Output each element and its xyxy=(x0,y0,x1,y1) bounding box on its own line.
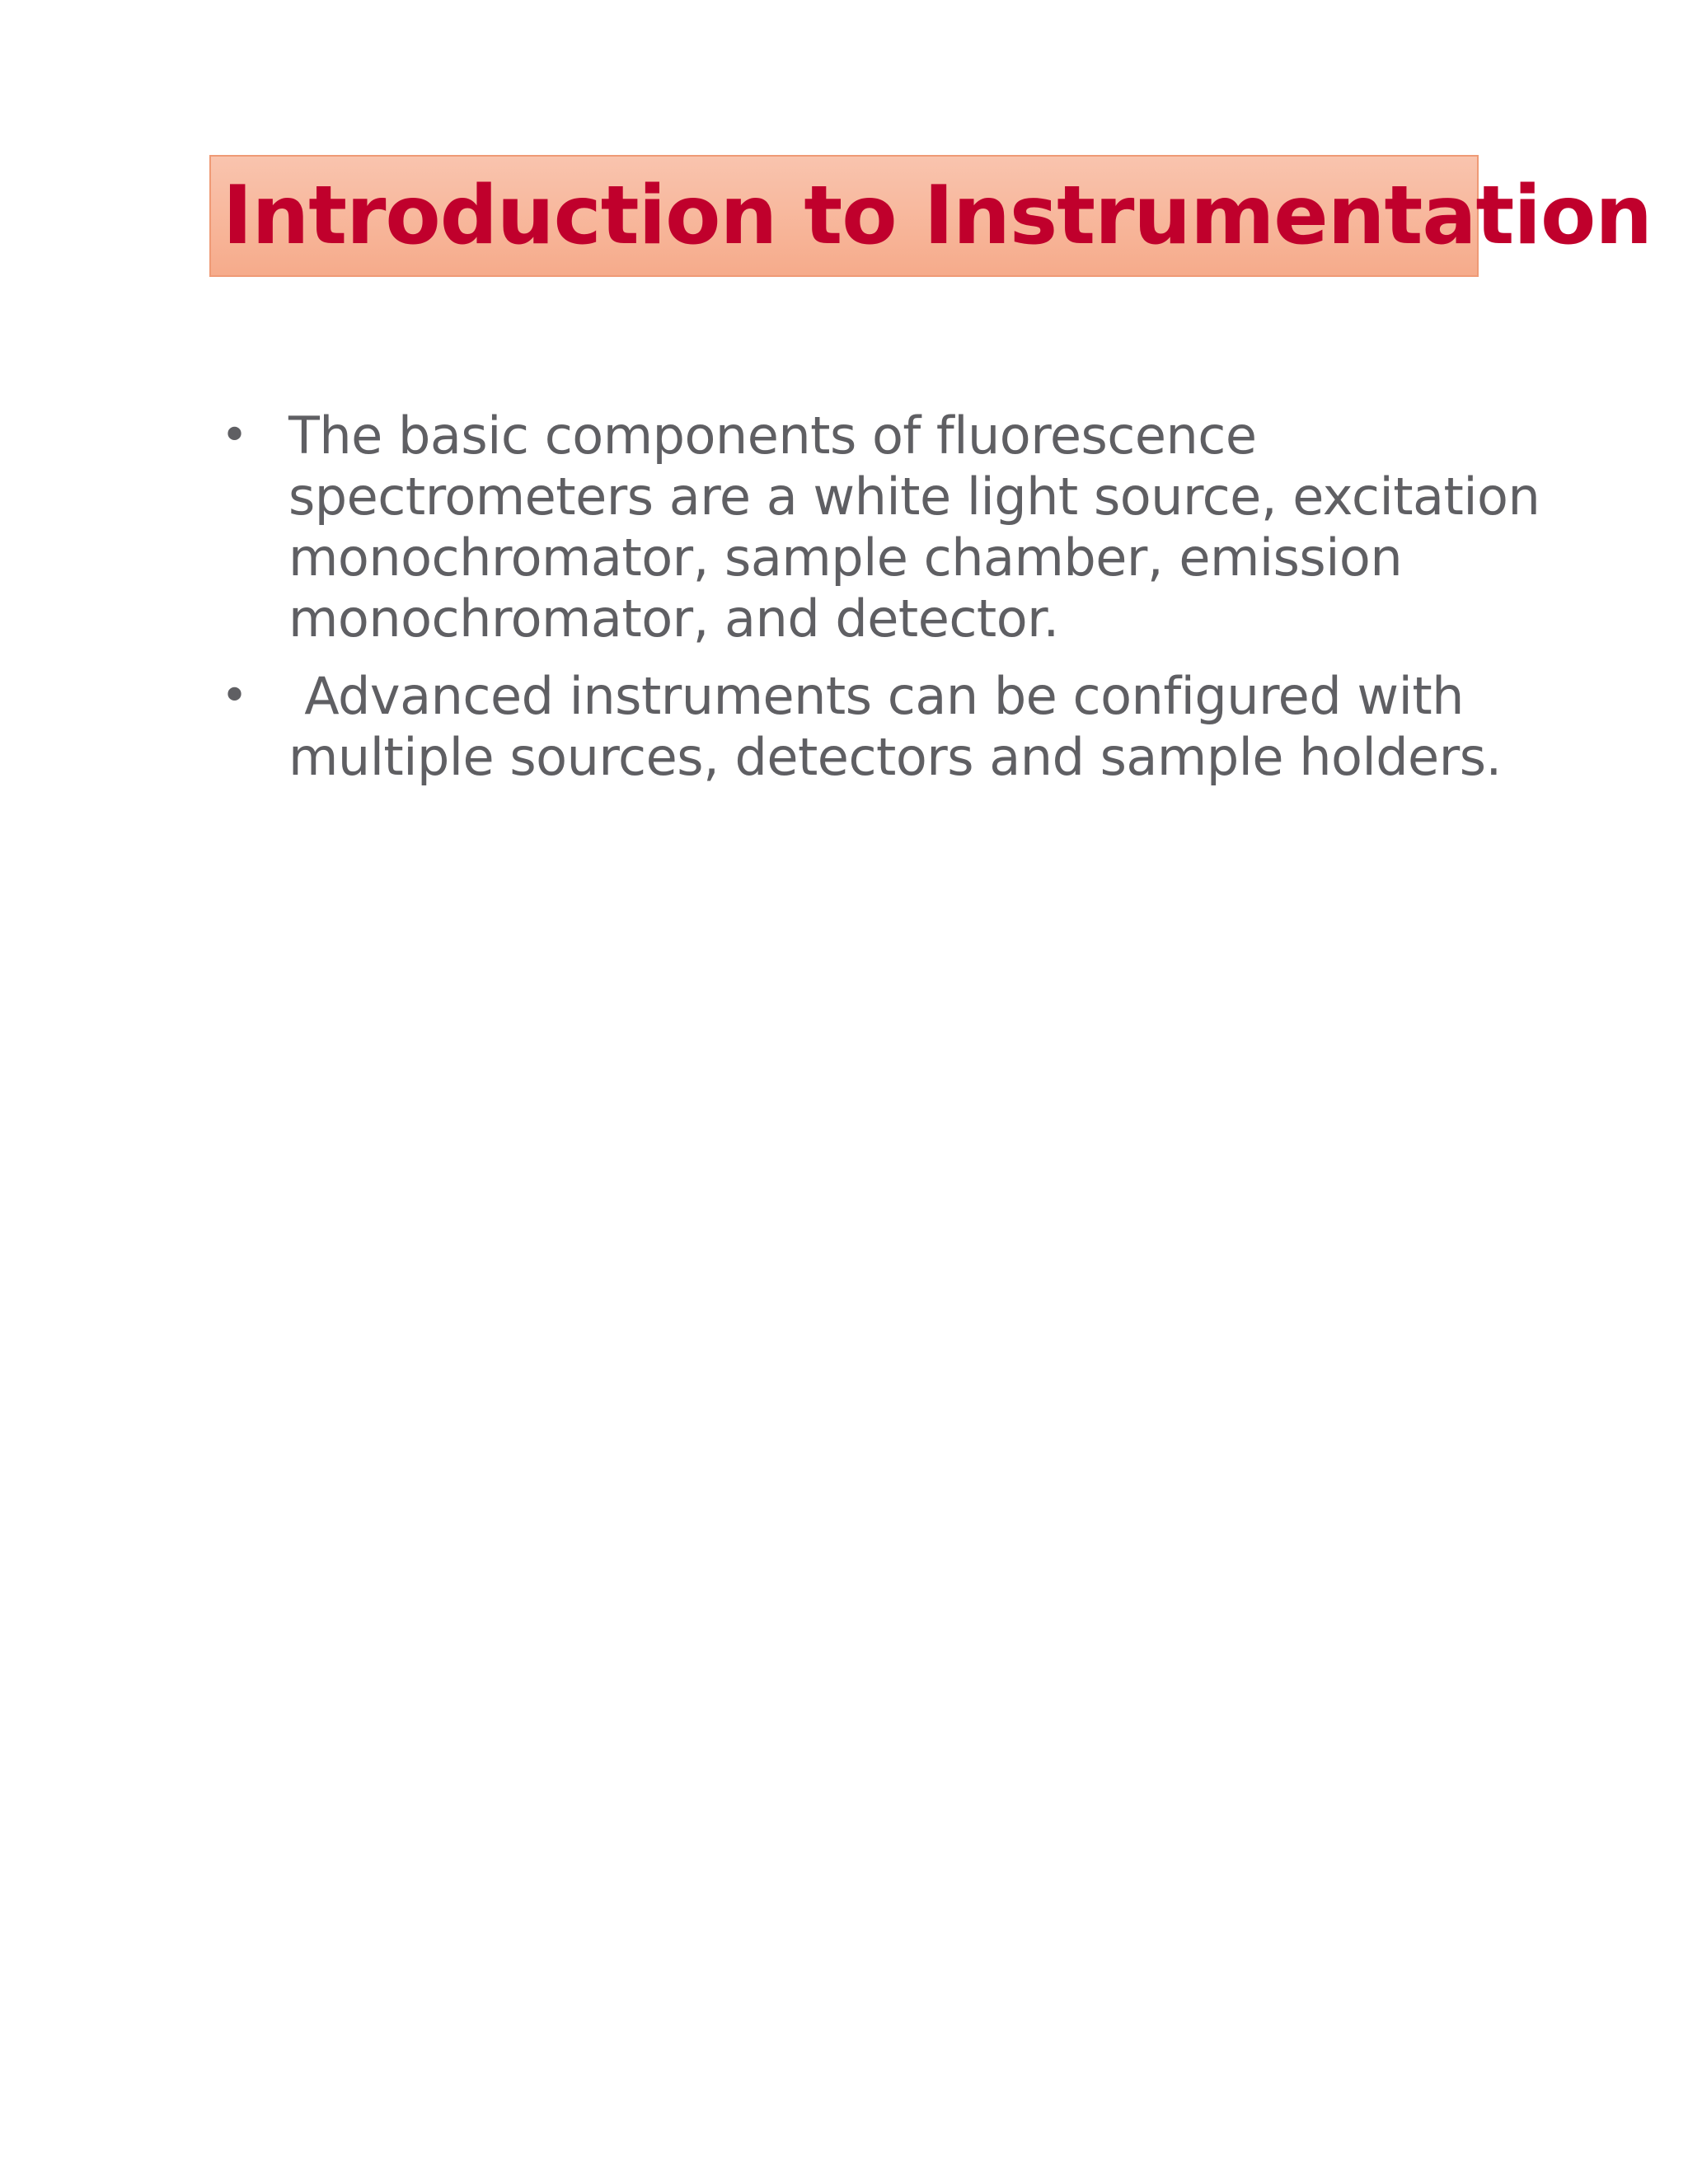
bullet-item xyxy=(221,666,1540,788)
bullet-item xyxy=(221,405,1540,649)
bullet-list xyxy=(221,405,1540,804)
bullet-text-line: multiple sources, detectors and sample holders. xyxy=(288,727,1502,787)
bullet-text-line: monochromator, and detector. xyxy=(288,588,1059,649)
bullet-text-line: The basic components of fluorescence xyxy=(288,405,1257,466)
bullet-text-line: spectrometers are a white light source, excitation xyxy=(288,466,1540,527)
bullet-text-line: monochromator, sample chamber, emission xyxy=(288,527,1403,588)
bullet-icon: • xyxy=(221,669,248,723)
bullet-text-line: Advanced instruments can be configured with xyxy=(288,666,1464,726)
bullet-icon: • xyxy=(221,409,248,462)
title-banner xyxy=(209,155,1653,277)
slide-title: Introduction to Instrumentation xyxy=(223,169,1653,263)
